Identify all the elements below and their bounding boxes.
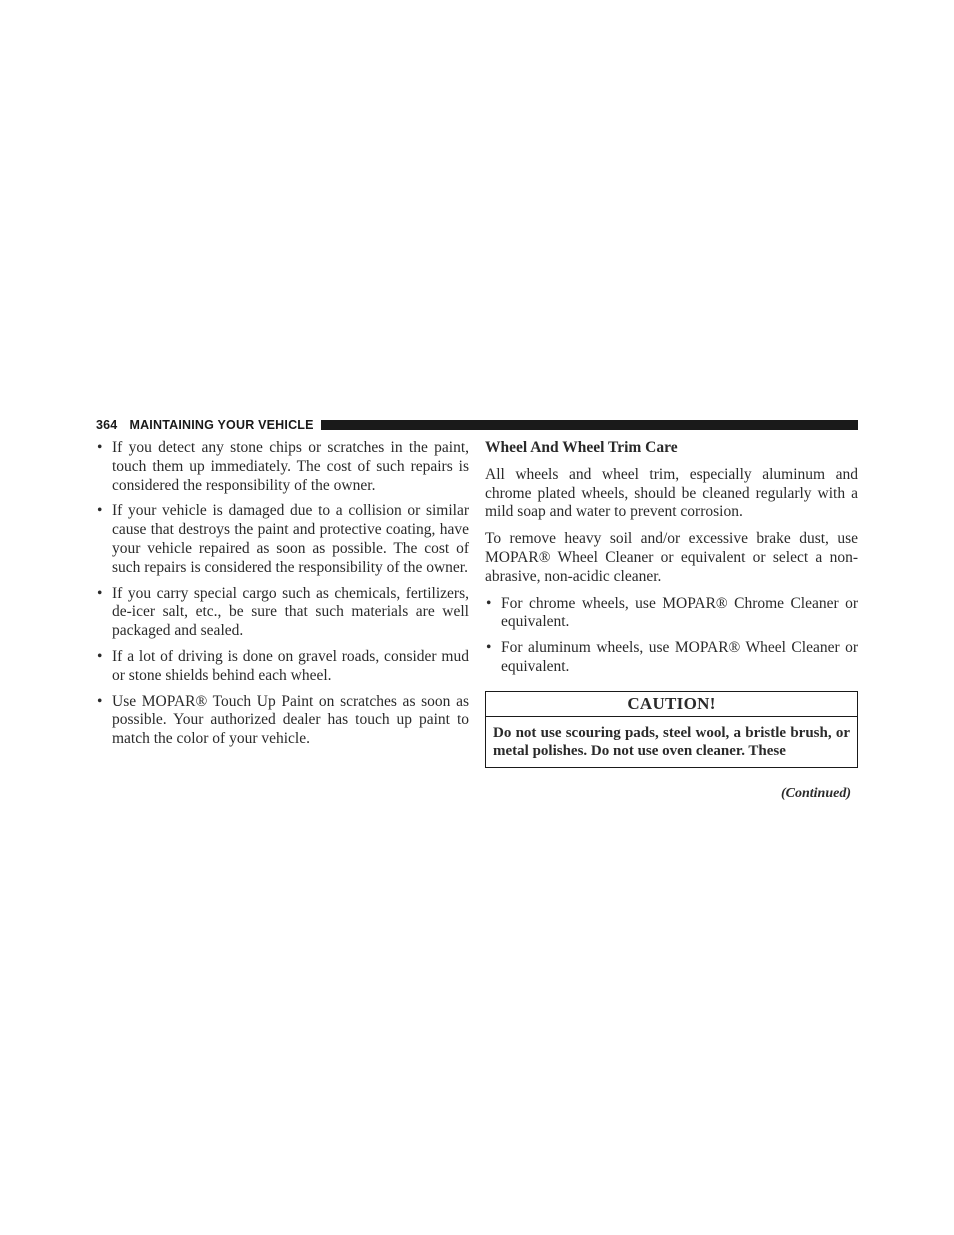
caution-text: Do not use scouring pads, steel wool, a bristle brush, or metal polishes. Do not use oven cleaner. These (493, 724, 850, 760)
section-heading: Wheel And Wheel Trim Care (485, 439, 678, 456)
paragraph: All wheels and wheel trim, especially aluminum and chrome plated wheels, should be cleaned regularly with a mild soap and water to prevent corrosion. (485, 465, 858, 521)
bullet-icon: • (486, 594, 492, 612)
left-bullet-list (96, 439, 469, 749)
section-title: MAINTAINING YOUR VEHICLE (129, 418, 314, 432)
list-item-text: For chrome wheels, use MOPAR® Chrome Cleaner or equivalent. (501, 594, 858, 631)
list-item (96, 648, 469, 686)
bullet-icon: • (97, 502, 103, 520)
header-rule (321, 420, 858, 430)
list-item (96, 693, 469, 749)
page-number: 364 (96, 418, 118, 432)
bullet-icon: • (97, 692, 103, 710)
list-item-text: Use MOPAR® Touch Up Paint on scratches as soon as possible. Your authorized dealer has touch up paint to match the color of your vehicle. (112, 692, 469, 748)
list-item-text: If you detect any stone chips or scratches in the paint, touch them up immediately. The cost of such repairs is considered the responsibility of the owner. (112, 439, 469, 494)
paragraph: To remove heavy soil and/or excessive brake dust, use MOPAR® Wheel Cleaner or equivalent or select a non-abrasive, non-acidic cleaner. (485, 530, 858, 585)
list-item-text: If a lot of driving is done on gravel roads, consider mud or stone shields behind each wheel. (112, 647, 469, 684)
right-column (485, 439, 858, 768)
list-item-text: If your vehicle is damaged due to a collision or similar cause that destroys the paint and protective coating, have your vehicle repaired as soon as possible. The cost of such repairs is considered the responsibility of the owner. (112, 502, 469, 576)
bullet-icon: • (97, 647, 103, 665)
caution-title: CAUTION! (486, 692, 857, 717)
list-item-text: For aluminum wheels, use MOPAR® Wheel Cleaner or equivalent. (501, 639, 858, 675)
list-item-text: If you carry special cargo such as chemicals, fertilizers, de-icer salt, etc., be sure that such materials are well packaged and sealed. (112, 584, 469, 640)
left-column (96, 439, 469, 756)
bullet-icon: • (97, 439, 103, 456)
list-item (96, 439, 469, 495)
bullet-icon: • (97, 584, 103, 602)
bullet-icon: • (486, 639, 492, 657)
caution-box (485, 691, 858, 768)
page-header (96, 417, 858, 433)
list-item (96, 502, 469, 577)
list-item (96, 585, 469, 641)
right-bullet-list (485, 595, 858, 677)
list-item (485, 595, 858, 633)
continued-note: (Continued) (780, 786, 851, 801)
list-item (485, 639, 858, 677)
